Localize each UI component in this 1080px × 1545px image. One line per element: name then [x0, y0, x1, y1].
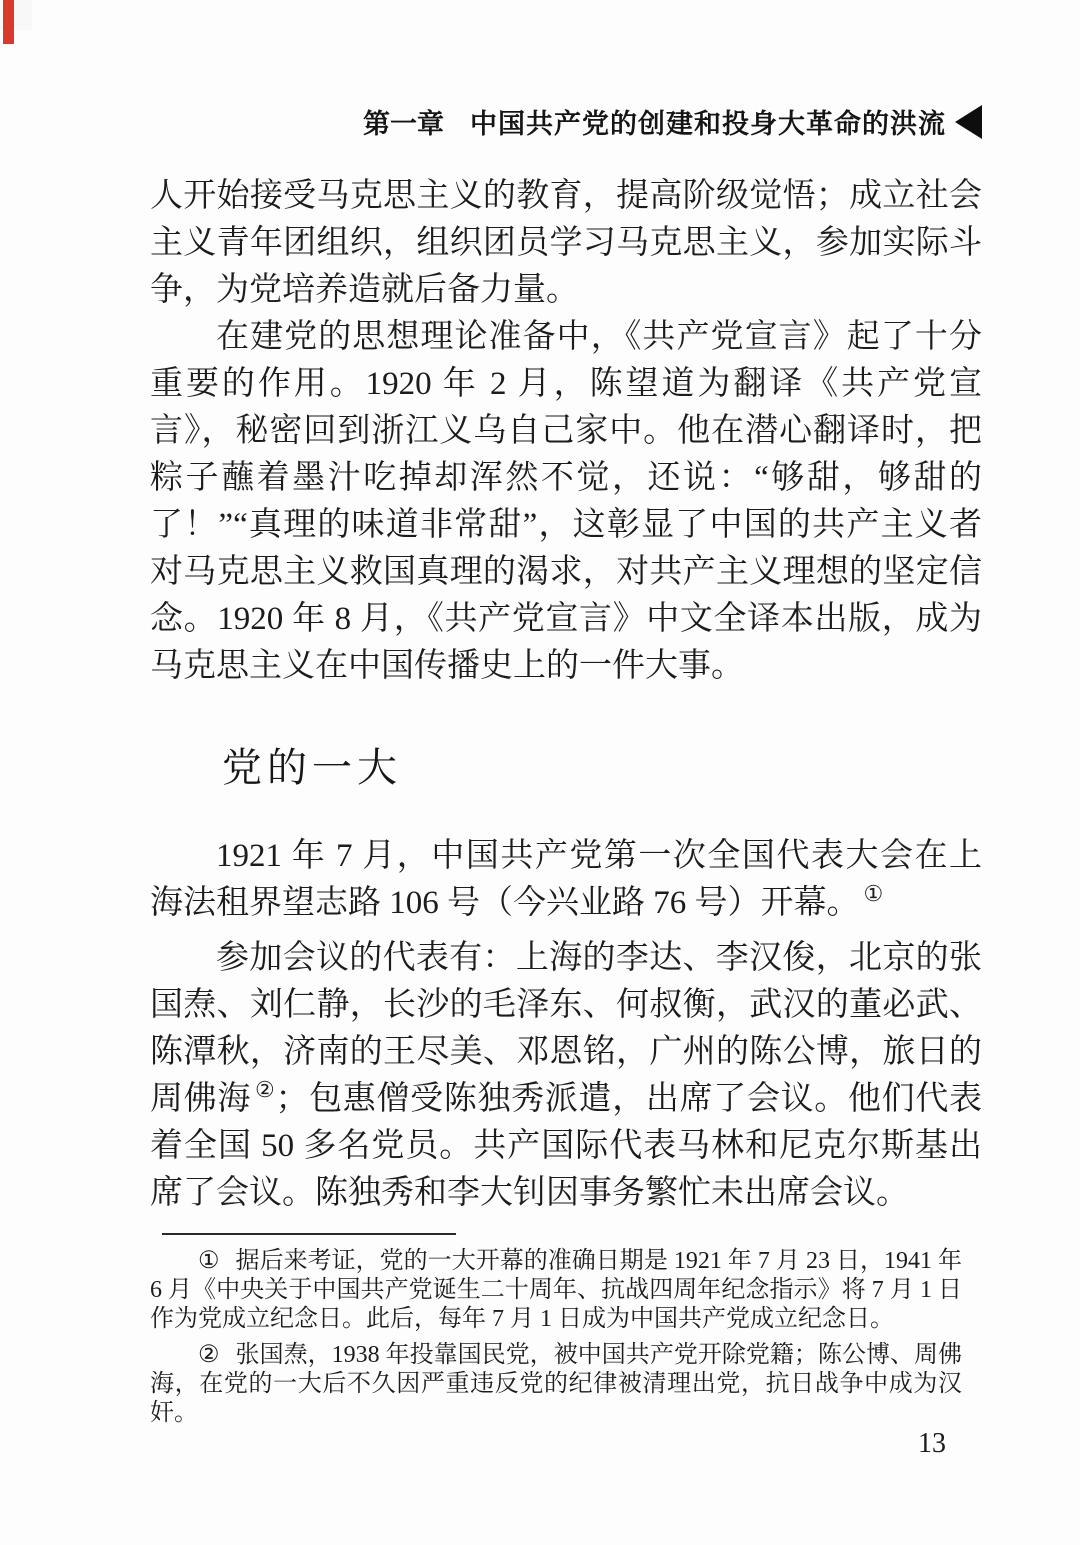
chapter-header: [150, 102, 982, 141]
paragraph: [150, 833, 982, 927]
section-heading: 党的一大: [222, 745, 402, 790]
footnote-separator: [162, 1233, 456, 1235]
left-triangle-icon: [955, 105, 982, 139]
paragraph-text: 参加会议的代表有：上海的李达、李汉俊，北京的张国焘、刘仁静，长沙的毛泽东、何叔衡，武汉的董必武、陈潭秋，济南的王尽美、邓恩铭，广州的陈公博，旅日的周佛海: [150, 940, 982, 1117]
chapter-title: 中国共产党的创建和投身大革命的洪流: [470, 109, 946, 139]
paragraph-text: ；包惠僧受陈独秀派遣，出席了会议。他们代表着全国 50 多名党员。共产国际代表马林和尼克尔斯基出席了会议。陈独秀和李大钊因事务繁忙未出席会议。: [150, 1081, 983, 1211]
footnotes-section: [150, 1247, 962, 1428]
footnote-ref-2: ②: [255, 1077, 276, 1102]
paragraph: 人开始接受马克思主义的教育，提高阶级觉悟；成立社会主义青年团组织，组织团员学习马克思主义，参加实际斗争，为党培养造就后备力量。: [150, 178, 982, 308]
footnote-item: [150, 1341, 962, 1428]
paragraph-text: 1921 年 7 月，中国共产党第一次全国代表大会在上海法租界望志路 106 号（今兴业路 76 号）开幕。: [150, 838, 982, 921]
footnote-item: [150, 1247, 962, 1334]
footnote-marker: ②: [198, 1342, 220, 1368]
footnote-ref-1: ①: [863, 881, 884, 906]
footnote-marker: ①: [198, 1248, 220, 1274]
footnote-text: 据后来考证，党的一大开幕的准确日期是 1921 年 7 月 23 日，1941 年 6 月《中央关于中国共产党诞生二十周年、抗战四周年纪念指示》将 7 月 1 日作为党成立纪念日。此后，每年 7 月 1 日成为中国共产党成立纪念日。: [150, 1248, 963, 1332]
page-content: [150, 173, 982, 1428]
chapter-label: 第一章: [363, 109, 444, 139]
red-bar-artifact: [3, 0, 14, 44]
page-number: 13: [918, 1428, 946, 1459]
paragraph: [150, 935, 982, 1217]
footnote-text: 张国焘，1938 年投靠国民党，被中国共产党开除党籍；陈公博、周佛海，在党的一大后不久因严重违反党的纪律被清理出党，抗日战争中成为汉奸。: [150, 1342, 963, 1426]
paragraph: 在建党的思想理论准备中，《共产党宣言》起了十分重要的作用。1920 年 2 月，陈望道为翻译《共产党宣言》，秘密回到浙江义乌自己家中。他在潜心翻译时，把粽子蘸着墨汁吃掉却浑然不觉，还说：“够甜，够甜的了！”“真理的味道非常甜”，这彰显了中国的共产主义者对马克思主义救国真理的渴求，对共产主义理想的坚定信念。1920 年 8 月，《共产党宣言》中文全译本出版，成为马克思主义在中国传播史上的一件大事。: [150, 319, 982, 684]
